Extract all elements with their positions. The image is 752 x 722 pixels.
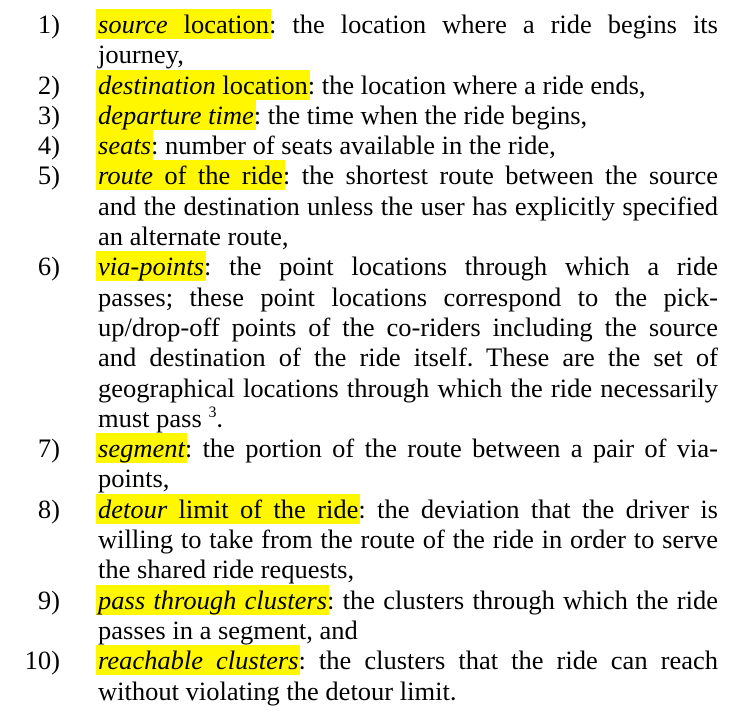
term-italic: departure time — [98, 99, 254, 130]
term-italic: reachable clusters — [98, 645, 299, 676]
term-colon: : — [269, 9, 277, 39]
term-colon: : — [307, 69, 316, 100]
highlighted-term — [96, 251, 206, 281]
item-body — [98, 433, 718, 494]
list-item-seats — [0, 130, 752, 160]
item-body — [98, 494, 718, 585]
term-colon: : — [204, 251, 212, 282]
term-colon: : — [151, 130, 159, 161]
highlighted-term — [96, 494, 360, 524]
item-description: the clusters that the ride can reach without violating the detour limit. — [98, 645, 718, 706]
item-description: the location where a ride ends, — [315, 69, 646, 100]
term-italic: destination — [98, 69, 216, 100]
list-item-detour-limit — [0, 494, 752, 585]
item-number: 6) — [37, 251, 60, 282]
list-item-departure-time — [0, 100, 752, 130]
item-body — [98, 100, 718, 130]
term-italic: via-points — [98, 251, 204, 282]
term-plain: of the ride — [152, 160, 283, 191]
item-description: the deviation that the driver is willing to take from the route of the ride in order to serve the shared ride requests, — [98, 493, 718, 585]
term-plain: limit of the ride — [167, 493, 359, 524]
term-italic: segment — [98, 433, 185, 464]
item-body — [98, 160, 718, 251]
highlighted-term — [96, 9, 271, 39]
item-body — [98, 251, 718, 433]
term-italic: pass through clusters — [98, 584, 328, 615]
list-item-destination-location — [0, 70, 752, 100]
item-tail: . — [216, 402, 224, 433]
list-item-route — [0, 160, 752, 251]
term-colon: : — [327, 584, 335, 615]
highlighted-term — [96, 100, 256, 130]
item-description: number of seats available in the ride, — [158, 130, 556, 161]
item-body — [98, 585, 718, 646]
term-italic: source — [98, 9, 168, 39]
item-number: 5) — [37, 160, 60, 191]
term-colon: : — [282, 160, 291, 191]
item-number: 2) — [37, 69, 60, 100]
item-number: 3) — [37, 99, 60, 130]
item-description: the clusters through which the ride passes in a segment, and — [98, 584, 718, 645]
term-colon: : — [253, 99, 262, 130]
item-number: 10) — [24, 645, 60, 676]
item-number: 1) — [37, 9, 60, 39]
list-item-via-points — [0, 251, 752, 433]
item-body — [98, 130, 718, 160]
term-italic: detour — [98, 493, 168, 524]
item-description: the portion of the route between a pair of via-points, — [98, 433, 718, 494]
item-description: the point locations through which a ride passes; these point locations correspond to the pick-up/drop-off points of the co-riders including the source and destination of the ride itself. These are the set of geographical locations through which the ride necessarily must pass — [98, 251, 718, 433]
term-italic: route — [98, 160, 153, 191]
item-number: 7) — [37, 433, 60, 464]
highlighted-term — [96, 130, 153, 160]
highlighted-term — [96, 585, 329, 615]
item-number: 8) — [37, 493, 60, 524]
list-item-source-location — [0, 9, 752, 70]
list-item-reachable-clusters — [0, 645, 752, 706]
term-italic: seats — [98, 130, 151, 161]
definition-list — [0, 9, 752, 706]
item-body — [98, 70, 718, 100]
highlighted-term — [96, 433, 187, 463]
footnote-marker: 3 — [208, 404, 217, 422]
term-colon: : — [358, 493, 366, 524]
list-item-pass-through-clusters — [0, 585, 752, 646]
term-colon: : — [298, 645, 306, 676]
highlighted-term — [96, 70, 310, 100]
item-body — [98, 645, 718, 706]
term-colon: : — [184, 433, 193, 464]
term-plain: location — [167, 9, 270, 39]
highlighted-term — [96, 160, 285, 190]
term-plain: location — [215, 69, 308, 100]
highlighted-term — [96, 645, 300, 675]
item-number: 4) — [37, 130, 60, 161]
list-item-segment — [0, 433, 752, 494]
item-description: the location where a ride begins its journey, — [98, 9, 718, 70]
item-description: the time when the ride begins, — [261, 99, 588, 130]
item-description: the shortest route between the source and the destination unless the user has explicitly specified an alternate route, — [98, 160, 718, 252]
item-body — [98, 9, 718, 70]
item-number: 9) — [37, 584, 60, 615]
